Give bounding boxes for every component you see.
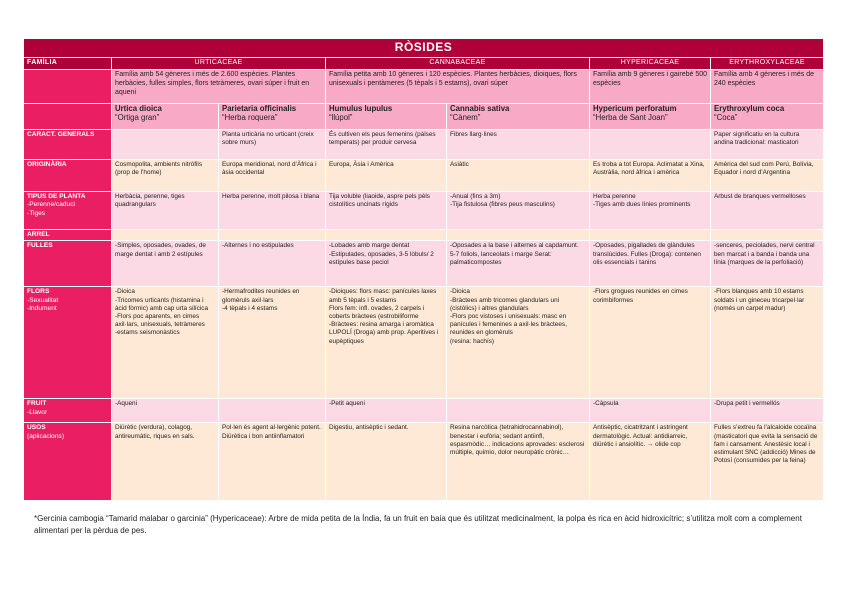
row-label-tipus	[24, 192, 112, 230]
family-label: FAMÍLIA	[24, 58, 112, 70]
cell-tipus-parietaria: Herba perenne, molt pilosa i blana	[219, 192, 326, 230]
row-label-main: FRUIT	[27, 400, 47, 408]
species-common: “Coca”	[714, 112, 738, 122]
cell-fruit-erythroxylum: -Drupa petit i vermellós	[711, 399, 824, 423]
cell-usos-hypericum: Antisèptic, cicatritzant i astringent dermatològic. Actual: antidiarreic, diürètic i ansiolític. → olide cop	[590, 423, 711, 501]
cell-tipus-humulus: Tija voluble (liaoide, aspre pels pèls cistolítics uncinats rígids	[326, 192, 447, 230]
cell-fruit-parietaria	[219, 399, 326, 423]
cell-fulles-hypericum: -Oposades, pigallades de glàndules translúcides. Fulles (Droga): contenen olis essencials i tanins	[590, 241, 711, 287]
row-label-sub: -Perenne/caduci	[27, 201, 76, 209]
cell-fruit-hypericum: -Càpsula	[590, 399, 711, 423]
cell-fulles-cannabis: -Oposades a la base i alternes al capdamunt. 5-7 foliols, lanceolats i marge Serat: palmaticompostes	[447, 241, 590, 287]
blank-head-cell	[24, 70, 112, 104]
cell-fruit-urtica: -Aqueni	[112, 399, 219, 423]
row-label-origin: ORIGINÀRIA	[24, 160, 112, 192]
cell-caract-cannabis: Fibres llarg·lines	[447, 130, 590, 160]
row-label-caract: CARACT. GENERALS	[24, 130, 112, 160]
desc-hypericaceae: Família amb 9 gèneres i gairebé 500 espècies	[590, 70, 711, 104]
cell-origin-erythroxylum: Amèrica del sud com Perú, Bolívia, Equador i nord d’Argentina	[711, 160, 824, 192]
family-erythroxylaceae: ERYTHROXYLACEAE	[711, 58, 824, 70]
cell-usos-humulus: Digestiu, antisèptic i sedant.	[326, 423, 447, 501]
species-latin: Parietaria officinalis	[222, 104, 297, 113]
species-common: “Ortiga gran”	[115, 112, 160, 122]
cell-usos-erythroxylum: Fulles s’extreu fa l’alcaloide cocaïna (masticatori que evita la sensació de fam i cansament. Anestèsic local i estimulant SNC (addicció) Mines de Potosí (consumides per la feina)	[711, 423, 824, 501]
desc-cannabaceae: Família petita amb 10 gèneres i 120 espècies. Plantes herbàcies, dioiques, flors unisexuals i pentàmeres (5 tèpals i 5 estams), ovari súper	[326, 70, 590, 104]
cell-arrel	[711, 230, 824, 241]
cell-usos-urtica: Diürètic (verdura), colagog, antireumàtic, riques en sals.	[112, 423, 219, 501]
species-latin: Erythroxylum coca	[714, 104, 785, 113]
rosides-table	[23, 38, 824, 501]
cell-caract-urtica	[112, 130, 219, 160]
row-label-main: TIPUS DE PLANTA	[27, 193, 86, 200]
cell-caract-humulus: És cultiven els peus femenins (pàlses temperats) per produir cervesa	[326, 130, 447, 160]
row-label-arrel: ARREL	[24, 230, 112, 241]
species-common: “Herba de Sant Joan”	[593, 112, 668, 122]
family-cannabaceae: CANNABACEAE	[326, 58, 590, 70]
footnote: *Gercinia cambogia “Tamarid malabar o garcinia” (Hypericaceae): Arbre de mida petita de la Índia, fa un fruit en baia que és utilitzat medicinalment, la polpa és rica en àcid hidroxicítric; s’utilitza molt com a complement alimentari per la pèrdua de pes.	[34, 514, 802, 535]
cell-flors-parietaria: -Hermafrodites reunides en glomèruls axil·lars -4 tèpals i 4 estams	[219, 287, 326, 399]
row-label-sub: (aplicacions)	[27, 432, 65, 440]
cell-origin-urtica: Cosmopolita, ambients nitròfils (prop de l’home)	[112, 160, 219, 192]
species-parietaria	[219, 104, 326, 130]
cell-flors-urtica: -Dioica -Tricomes urticants (histamina i àcid fòrmic) amb cap urta silícica -Flors poc aparents, en cimes axil·lars, unisexuals, tetràmeres -estams seismonàstics	[112, 287, 219, 399]
cell-arrel	[112, 230, 219, 241]
cell-fulles-urtica: -Simples, oposades, ovades, de marge dentat i amb 2 estípules	[112, 241, 219, 287]
cell-flors-hypericum: -Flors grogues reunides en cimes corimbiformes	[590, 287, 711, 399]
row-label-main: USOS	[27, 424, 46, 432]
cell-arrel	[447, 230, 590, 241]
cell-tipus-hypericum: Herba perenne -Tiges amb dues línies prominents	[590, 192, 711, 230]
cell-usos-parietaria: Pol·len és agent al·lergènic potent. Diürètica i bon antiinflamatori	[219, 423, 326, 501]
cell-tipus-erythroxylum: Arbust de branques vermelloses	[711, 192, 824, 230]
species-common: “Herba roquera”	[222, 112, 278, 122]
cell-fulles-parietaria: -Alternes i no estipulades	[219, 241, 326, 287]
cell-flors-erythroxylum: -Flors blanques amb 10 estams soldats i un gineceu tricarpel·lar (només un carpel madur)	[711, 287, 824, 399]
species-urtica	[112, 104, 219, 130]
table-title: RÒSIDES	[24, 39, 824, 58]
species-erythroxylum	[711, 104, 824, 130]
cell-origin-humulus: Europa, Àsia i Amèrica	[326, 160, 447, 192]
row-label-flors	[24, 287, 112, 399]
cell-flors-humulus: -Dioiques: flors masc: panícules laxes amb 5 tèpals i 5 estams Flors fem: infl. ovades, 2 carpels i coberts bràctees (estrobiliforme -Bràctees: resina amarga i aromàtica LUPOLÍ (Droga) amb prop. Aperitives i eupèptiques	[326, 287, 447, 399]
desc-erythroxylaceae: Família amb 4 gèneres i més de 240 espècies	[711, 70, 824, 104]
species-cannabis	[447, 104, 590, 130]
row-label-sub: -Sexualitat	[27, 296, 59, 304]
species-latin: Hypericum perforatum	[593, 104, 677, 113]
cell-caract-erythroxylum: Paper significatiu en la cultura andina tradicional: masticatori	[711, 130, 824, 160]
row-label-fulles: FULLES	[24, 241, 112, 287]
species-common: “llúpol”	[329, 112, 353, 122]
cell-fruit-cannabis	[447, 399, 590, 423]
family-urticaceae: URTICACEAE	[112, 58, 326, 70]
species-hypericum	[590, 104, 711, 130]
cell-flors-cannabis: -Dioica -Bràctees amb tricomes glandulars uni (cistòlics) i altres glandulars -Flors poc vistoses i unisexuals: masc en panícules i femenines a axil·les bràctees, reunides en glomèruls (resina: hachís)	[447, 287, 590, 399]
species-latin: Humulus lupulus	[329, 104, 393, 113]
desc-urticaceae: Família amb 54 gèneres i més de 2.600 espècies. Plantes herbàcies, fulles simples, flors tetràmeres, ovari súper i fruit en aqueni	[112, 70, 326, 104]
cell-origin-parietaria: Europa meridional, nord d’Àfrica i àsia occidental	[219, 160, 326, 192]
cell-arrel	[326, 230, 447, 241]
cell-origin-cannabis: Asiàtic	[447, 160, 590, 192]
species-latin: Cannabis sativa	[450, 104, 510, 113]
row-label-sub: -Llavor	[27, 408, 48, 416]
cell-arrel	[219, 230, 326, 241]
row-label-sub: -Tiges	[27, 209, 46, 217]
cell-fruit-humulus: -Petit aqueni	[326, 399, 447, 423]
cell-tipus-urtica: Herbàcia, perenne, tiges quadrangulars	[112, 192, 219, 230]
row-label-usos	[24, 423, 112, 501]
blank-species-head	[24, 104, 112, 130]
cell-fulles-humulus: -Lobades amb marge dentat -Estipulades, oposades, 3-5 lòbuls/ 2 estípules base peciol	[326, 241, 447, 287]
cell-caract-hypericum	[590, 130, 711, 160]
cell-caract-parietaria: Planta urticària no urticant (creix sobre murs)	[219, 130, 326, 160]
family-hypericaceae: HYPERICACEAE	[590, 58, 711, 70]
species-latin: Urtica dioica	[115, 104, 162, 113]
cell-usos-cannabis: Resina narcòtica (tetrahidrocannabinol), benestar i eufòria; sedant antiinfl, espasmòdic… indicacions aprovades: esclerosi múltiple, quimio, dolor neuropàtic crònic…	[447, 423, 590, 501]
row-label-fruit	[24, 399, 112, 423]
cell-arrel	[590, 230, 711, 241]
cell-tipus-cannabis: -Anual (fins a 3m) -Tija fistulosa (fibres peus masculins)	[447, 192, 590, 230]
row-label-main: FLORS	[27, 288, 50, 296]
cell-fulles-erythroxylum: -senceres, peciolades, nervi central ben marcat i a banda i banda una línia (marques de la perfoliació)	[711, 241, 824, 287]
row-label-sub: -Indument	[27, 305, 57, 313]
cell-origin-hypericum: Es troba a tot Europa. Aclimatat a Xina, Austràlia, nord àfrica i amèrica	[590, 160, 711, 192]
species-humulus	[326, 104, 447, 130]
species-common: “Cànem”	[450, 112, 481, 122]
